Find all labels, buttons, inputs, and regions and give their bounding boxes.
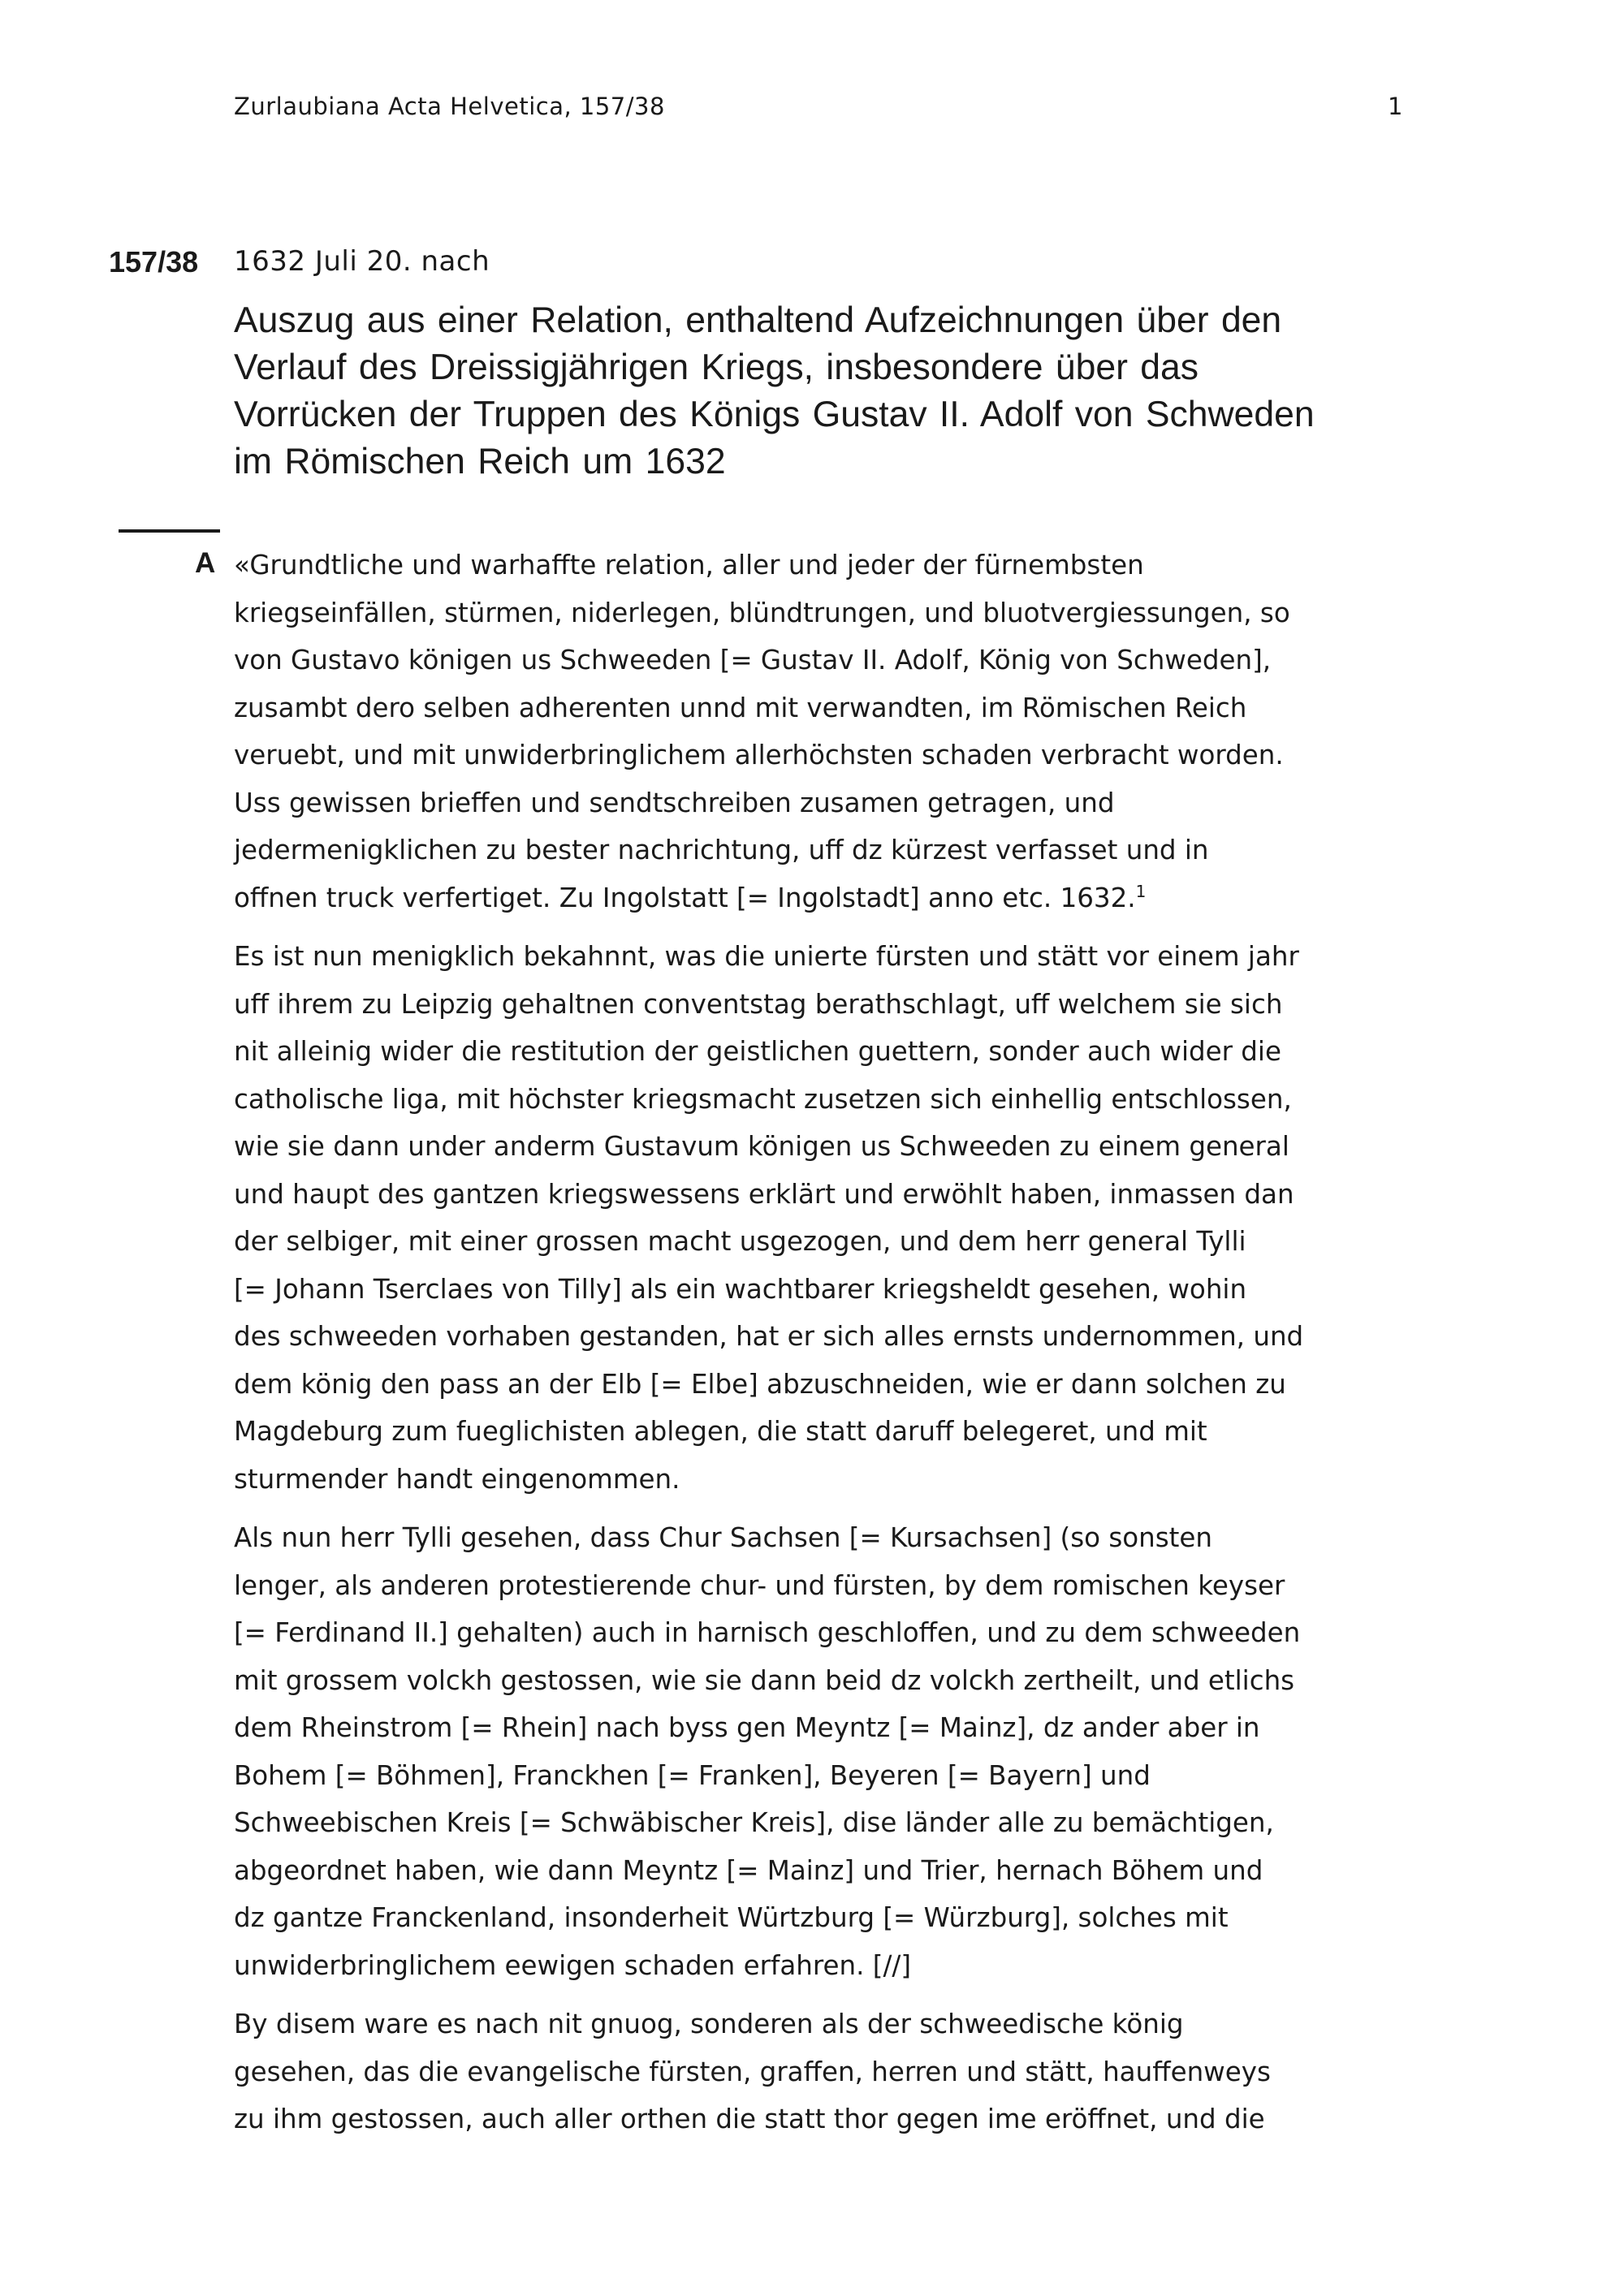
text-line: «Grundtliche und warhaffte relation, aller und jeder der fürnembsten (234, 550, 1144, 580)
paragraph (234, 933, 1419, 1503)
section-body (234, 542, 1419, 2155)
text-line: nit alleinig wider die restitution der geistlichen guettern, sonder auch wider die (234, 1036, 1281, 1067)
entry-number: 157/38 (109, 245, 199, 278)
text-line: des schweeden vorhaben gestanden, hat er sich alles ernsts undernommen, und (234, 1321, 1304, 1352)
text-line: und haupt des gantzen kriegswessens erklärt und erwöhlt haben, inmassen dan (234, 1178, 1294, 1210)
text-line: mit grossem volckh gestossen, wie sie dann beid dz volckh zertheilt, und etlichs (234, 1664, 1295, 1696)
text-line: abgeordnet haben, wie dann Meyntz [= Mainz] und Trier, hernach Böhem und (234, 1854, 1263, 1886)
page-number: 1 (1388, 93, 1403, 120)
text-line: zusambt dero selben adherenten unnd mit verwandten, im Römischen Reich (234, 692, 1247, 723)
text-line: von Gustavo königen us Schweeden [= Gustav II. Adolf, König von Schweden], (234, 645, 1272, 675)
text-line: Schweebischen Kreis [= Schwäbischer Kreis], dise länder alle zu bemächtigen, (234, 1807, 1274, 1838)
text-line: gesehen, das die evangelische fürsten, graffen, herren und stätt, hauffenweys (234, 2056, 1271, 2087)
text-line: Magdeburg zum fueglichisten ablegen, die statt daruff belegeret, und mit (234, 1416, 1207, 1447)
text-line: Als nun herr Tylli gesehen, dass Chur Sachsen [= Kursachsen] (so sonsten (234, 1522, 1213, 1553)
text-line: Bohem [= Böhmen], Franckhen [= Franken], Beyeren [= Bayern] und (234, 1759, 1151, 1791)
running-header (234, 93, 1403, 128)
text-line: uff ihrem zu Leipzig gehaltnen conventstag berathschlagt, uff welchem sie sich (234, 988, 1283, 1020)
text-line-content: offnen truck verfertiget. Zu Ingolstatt [= Ingolstadt] anno etc. 1632. (234, 882, 1136, 913)
entry-title (234, 297, 1403, 486)
text-line: dz gantze Franckenland, insonderheit Würtzburg [= Würzburg], solches mit (234, 1902, 1229, 1933)
text-line: zu ihm gestossen, auch aller orthen die statt thor gegen ime eröffnet, und die (234, 2104, 1265, 2134)
text-line: unwiderbringlichem eewigen schaden erfahren. [//] (234, 1949, 912, 1981)
section-divider (119, 529, 220, 533)
text-line: der selbiger, mit einer grossen macht usgezogen, und dem herr general Tylli (234, 1226, 1246, 1257)
text-line: veruebt, und mit unwiderbringlichem allerhöchsten schaden verbracht worden. (234, 740, 1284, 770)
entry-title-line: Vorrücken der Truppen des Königs Gustav II. Adolf von Schweden (234, 395, 1315, 434)
text-line: kriegseinfällen, stürmen, niderlegen, blündtrungen, und bluotvergiessungen, so (234, 597, 1290, 628)
text-line: lenger, als anderen protestierende chur- und fürsten, by dem romischen keyser (234, 1569, 1285, 1601)
paragraph (234, 2000, 1419, 2143)
text-line (234, 874, 1419, 922)
text-line: [= Johann Tserclaes von Tilly] als ein wachtbarer kriegsheldt gesehen, wohin (234, 1273, 1247, 1305)
running-title: Zurlaubiana Acta Helvetica, 157/38 (234, 93, 665, 120)
entry-title-line: Verlauf des Dreissigjährigen Kriegs, insbesondere über das (234, 347, 1199, 387)
entry-title-line: im Römischen Reich um 1632 (234, 442, 726, 481)
text-line: By disem ware es nach nit gnuog, sonderen als der schweedische könig (234, 2009, 1184, 2039)
text-line: sturmender handt eingenommen. (234, 1463, 680, 1495)
text-line: Uss gewissen brieffen und sendtschreiben zusamen getragen, und (234, 787, 1115, 818)
entry-title-line: Auszug aus einer Relation, enthaltend Aufzeichnungen über den (234, 300, 1282, 340)
text-line: dem Rheinstrom [= Rhein] nach byss gen Meyntz [= Mainz], dz ander aber in (234, 1712, 1260, 1743)
text-line: wie sie dann under anderm Gustavum königen us Schweeden zu einem general (234, 1131, 1289, 1162)
text-line: Es ist nun menigklich bekahnnt, was die unierte fürsten und stätt vor einem jahr (234, 941, 1299, 972)
text-line: dem könig den pass an der Elb [= Elbe] abzuschneiden, wie er dann solchen zu (234, 1368, 1286, 1400)
section-marker: A (195, 547, 216, 579)
text-line: [= Ferdinand II.] gehalten) auch in harnisch geschloffen, und zu dem schweeden (234, 1617, 1301, 1648)
paragraph (234, 1514, 1419, 1989)
text-line: jedermenigklichen zu bester nachrichtung, uff dz kürzest verfasset und in (234, 835, 1209, 865)
entry-date: 1632 Juli 20. nach (234, 245, 490, 278)
text-line: catholische liga, mit höchster kriegsmacht zusetzen sich einhellig entschlossen, (234, 1083, 1292, 1115)
paragraph-title-quote (234, 542, 1419, 921)
footnote-reference[interactable]: 1 (1135, 881, 1147, 901)
